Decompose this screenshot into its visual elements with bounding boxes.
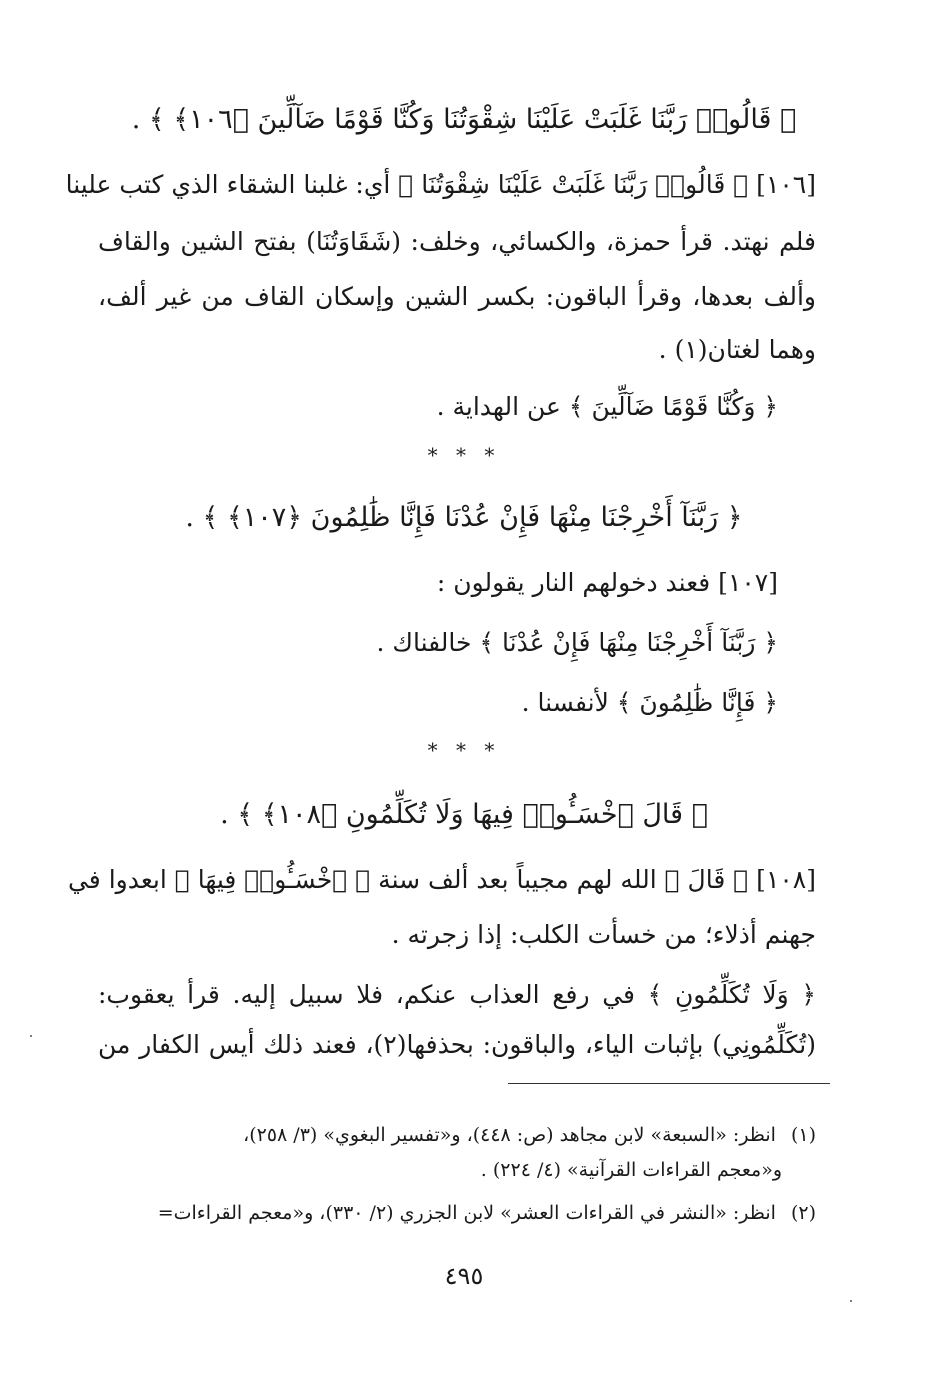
commentary-108-line-1: [١٠٨] ﴿ قَالَ ﴾ الله لهم مجيباً بعد ألف سنة ﴿ ٱخْسَـُٔوا۟ فِيهَا ﴾ ابعدوا في xyxy=(67,865,816,894)
commentary-108-line-2: جهنم أذلاء؛ من خسأت الكلب: إذا زجرته . xyxy=(391,920,816,949)
commentary-106-line-4: وهما لغتان(١) . xyxy=(658,335,816,364)
commentary-107-line-3: ﴿ فَإِنَّا ظَٰلِمُونَ ﴾ لأنفسنا . xyxy=(521,688,778,717)
section-separator: * * * xyxy=(427,443,501,467)
footnote-2 xyxy=(98,1198,816,1228)
footnote-1-number: (١) xyxy=(790,1124,816,1146)
footnote-1 xyxy=(98,1120,816,1150)
commentary-108-line-4: (تُكَلِّمُونِي) بإثبات الياء، والباقون: بحذفها(٢)، فعند ذلك أيس الكفار من xyxy=(98,1030,816,1059)
footnote-rule xyxy=(508,1083,830,1084)
commentary-106-line-1: [١٠٦] ﴿ قَالُوا۟ رَبَّنَا غَلَبَتْ عَلَيْنَا شِقْوَتُنَا ﴾ أي: غلبنا الشقاء الذي كتب علينا xyxy=(65,170,816,199)
scan-speck xyxy=(850,1300,852,1302)
commentary-107-line-2: ﴿ رَبَّنَآ أَخْرِجْنَا مِنْهَا فَإِنْ عُدْنَا ﴾ خالفناك . xyxy=(376,628,778,657)
quran-verse-108: ﴿ قَالَ ٱخْسَـُٔوا۟ فِيهَا وَلَا تُكَلِّمُونِ ﴿١٠٨﴾ ﴾ . xyxy=(220,799,708,830)
quran-verse-106: ﴿ قَالُوا۟ رَبَّنَا غَلَبَتْ عَلَيْنَا شِقْوَتُنَا وَكُنَّا قَوْمًا ضَآلِّينَ ﴿١٠٦﴾ ﴾ . xyxy=(131,104,797,135)
page-number: ٤٩٥ xyxy=(444,1262,484,1290)
footnote-1-line-1: انظر: «السبعة» لابن مجاهد (ص: ٤٤٨)، و«تفسير البغوي» (٣/ ٢٥٨)، xyxy=(243,1124,776,1146)
commentary-106-line-2: فلم نهتد. قرأ حمزة، والكسائي، وخلف: (شَقَاوَتُنَا) بفتح الشين والقاف xyxy=(98,227,816,256)
commentary-106-line-3: وألف بعدها، وقرأ الباقون: بكسر الشين وإسكان القاف من غير ألف، xyxy=(98,282,816,311)
commentary-108-line-3: ﴿ وَلَا تُكَلِّمُونِ ﴾ في رفع العذاب عنكم، فلا سبيل إليه. قرأ يعقوب: xyxy=(98,980,816,1009)
commentary-106-end: ﴿ وَكُنَّا قَوْمًا ضَآلِّينَ ﴾ عن الهداية . xyxy=(436,392,778,421)
scan-speck xyxy=(30,1035,32,1037)
footnote-2-number: (٢) xyxy=(790,1202,816,1224)
footnote-1-line-2: و«معجم القراءات القرآنية» (٤/ ٢٢٤) . xyxy=(480,1159,782,1181)
commentary-107-line-1: [١٠٧] فعند دخولهم النار يقولون : xyxy=(436,568,778,597)
quran-verse-107: ﴿ رَبَّنَآ أَخْرِجْنَا مِنْهَا فَإِنْ عُدْنَا فَإِنَّا ظَٰلِمُونَ ﴿١٠٧﴾ ﴾ . xyxy=(185,502,743,533)
footnote-1-continued xyxy=(98,1155,782,1185)
footnote-2-line-1: انظر: «النشر في القراءات العشر» لابن الجزري (٢/ ٣٣٠)، و«معجم القراءات= xyxy=(157,1202,776,1224)
section-separator: * * * xyxy=(427,738,501,762)
